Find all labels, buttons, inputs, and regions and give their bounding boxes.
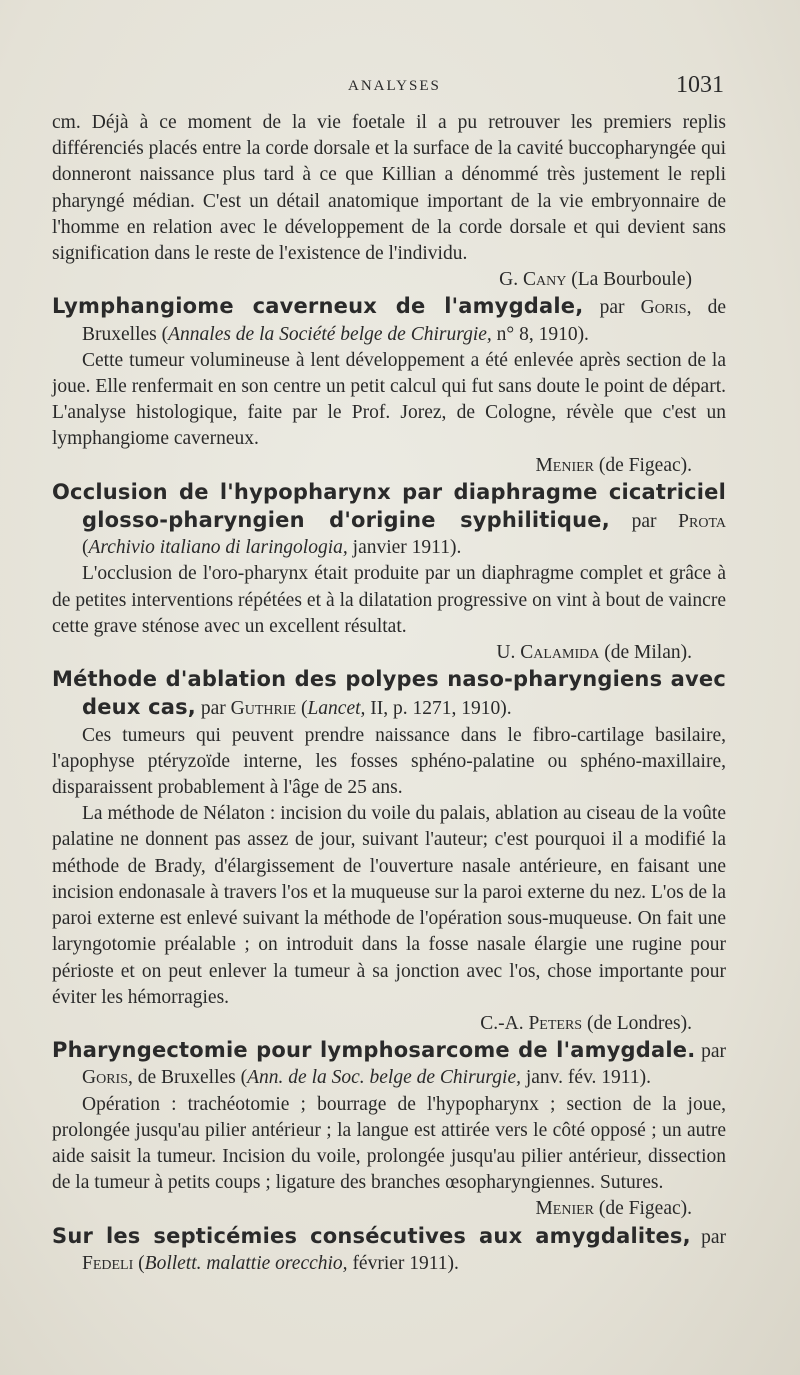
signature-initial: G. [499, 269, 519, 291]
signature-name: Calamida [520, 642, 600, 664]
article-body: L'occlusion de l'oro-pharynx était produite par un diaphragme complet et grâce à de petites interventions répétées et à la dilatation progressive on vint à bout de vaincre cette grave sténose avec un excellent résultat. [52, 563, 726, 637]
article-source-open: ( [161, 323, 169, 345]
article-source-journal: Ann. de la Soc. belge de Chirurgie, [247, 1067, 521, 1089]
article-signature [52, 1196, 726, 1222]
article-by: par [631, 511, 657, 533]
signature-place: (de Figeac). [598, 1198, 692, 1220]
article-body: Cette tumeur volumineuse à lent développement a été enlevée après section de la joue. Elle renfermait en son centre un petit calcul qui fut sans doute le point de départ. L'analyse histologique, faite par le Prof. Jorez, de Cologne, révèle que c'est un lymphangiome caverneux. [52, 349, 726, 450]
running-head [0, 70, 800, 110]
article-heading [52, 666, 726, 722]
signature-place: (de Milan). [604, 642, 692, 664]
article-by: par [599, 297, 625, 319]
article-title: Pharyngectomie pour lymphosarcome de l'amygdale. [52, 1038, 696, 1063]
article-author: Goris [82, 1067, 128, 1089]
article-source-journal: Bollett. malattie orecchio, [144, 1252, 348, 1274]
article-source-open: ( [138, 1252, 145, 1274]
article-heading [52, 1037, 726, 1091]
article-source-ref: II, p. 1271, 1910). [365, 698, 512, 720]
article-author: Goris [640, 297, 687, 319]
signature-initial: U. [496, 642, 516, 664]
article-author-suffix: , de Bruxelles [82, 297, 727, 345]
article-source-open: ( [240, 1067, 248, 1089]
running-head-title: ANALYSES [348, 78, 441, 94]
article-source-journal: Lancet, [307, 698, 366, 720]
article-author: Guthrie [230, 698, 297, 720]
signature-name: Peters [528, 1012, 583, 1034]
article-signature [52, 640, 726, 666]
signature-place: (de Figeac). [598, 454, 692, 476]
article-signature [52, 267, 726, 293]
article-body: Opération : trachéotomie ; bourrage de l'hypopharynx ; section de la joue, prolongée jusqu'au pilier antérieur ; la langue est attirée vers le côté opposé ; un autre aide saisit la tumeur. Incision du voile, prolongée jusqu'au pilier antérieur, dissection de la tumeur à petits coups ; ligature des branches œsopharyngiennes. Sutures. [52, 1093, 726, 1194]
signature-name: Menier [535, 454, 594, 476]
article-body: Ces tumeurs qui peuvent prendre naissance dans le fibro-cartilage basilaire, l'apophyse ptéryzoïde interne, les fosses sphéno-palatine ou sphéno-maxillaire, disparaissent probablement à l'âge de 25 ans. [52, 724, 726, 799]
article-source-ref: janvier 1911). [347, 537, 462, 559]
signature-place: (de Londres). [586, 1012, 692, 1034]
article-title: Sur les septicémies consécutives aux amygdalites, [52, 1223, 691, 1248]
article-signature [52, 1011, 726, 1037]
signature-name: Menier [535, 1198, 594, 1220]
article-author: Prota [678, 511, 727, 533]
article-author-suffix: , de Bruxelles [127, 1067, 236, 1089]
article-heading [52, 479, 726, 562]
article-source-ref: février 1911). [347, 1252, 459, 1274]
article-continuation-text: cm. Déjà à ce moment de la vie foetale il a pu retrouver les premiers replis différenciés placés entre la corde dorsale et la surface de la cavité buccopharyngée qui donneront naissance plus tard à ce que Killian a dénommé très justement le repli pharyngé médian. C'est un détail anatomique important de la vie embryonnaire de l'homme en relation avec le développement de la corde dorsale et qui devient sans signification dans le reste de l'existence de l'individu. [52, 112, 726, 265]
signature-initial: C.-A. [480, 1012, 524, 1034]
article-by: par [701, 1226, 726, 1248]
article-by: par [701, 1041, 727, 1063]
article-title: Lymphangiome caverneux de l'amygdale, [52, 294, 584, 319]
page-body [52, 110, 726, 1277]
article-by: par [200, 698, 226, 720]
article-heading [52, 293, 726, 347]
article-title: Méthode d'ablation des polypes naso-pharyngiens avec deux cas, [52, 667, 726, 720]
article-source-open: ( [82, 537, 89, 559]
page-number: 1031 [676, 72, 724, 98]
article-heading [52, 1223, 726, 1277]
article-source-open: ( [300, 698, 308, 720]
article-source-ref: n° 8, 1910). [491, 323, 589, 345]
signature-place: (La Bourboule) [571, 269, 692, 291]
article-source-journal: Archivio italiano di laringologia, [88, 537, 348, 559]
signature-name: Cany [523, 269, 567, 291]
article-author: Fedeli [82, 1252, 134, 1274]
article-title: Occlusion de l'hypopharynx par diaphragme cicatriciel glosso-pharyngien d'origine syphilitique, [52, 479, 726, 533]
article-source-ref: janv. fév. 1911). [520, 1067, 651, 1089]
article-signature [52, 453, 726, 479]
article-body-continued: La méthode de Nélaton : incision du voile du palais, ablation au ciseau de la voûte palatine ne donnent pas assez de jour, suivant l'auteur; c'est pourquoi il a modifié la méthode de Brady, d'élargissement de l'ouverture nasale antérieure, en faisant une incision endonasale à travers l'os et la muqueuse sur la paroi externe du nez. L'os de la paroi externe est enlevé suivant la méthode de l'opération sous-muqueuse. On fait une laryngotomie préalable ; on introduit dans la fosse nasale élargie une rugine pour périoste et on peut enlever la tumeur à sa jonction avec l'os, chose importante pour éviter les hémorragies. [52, 803, 726, 1008]
article-source-journal: Annales de la Société belge de Chirurgie, [168, 323, 492, 345]
